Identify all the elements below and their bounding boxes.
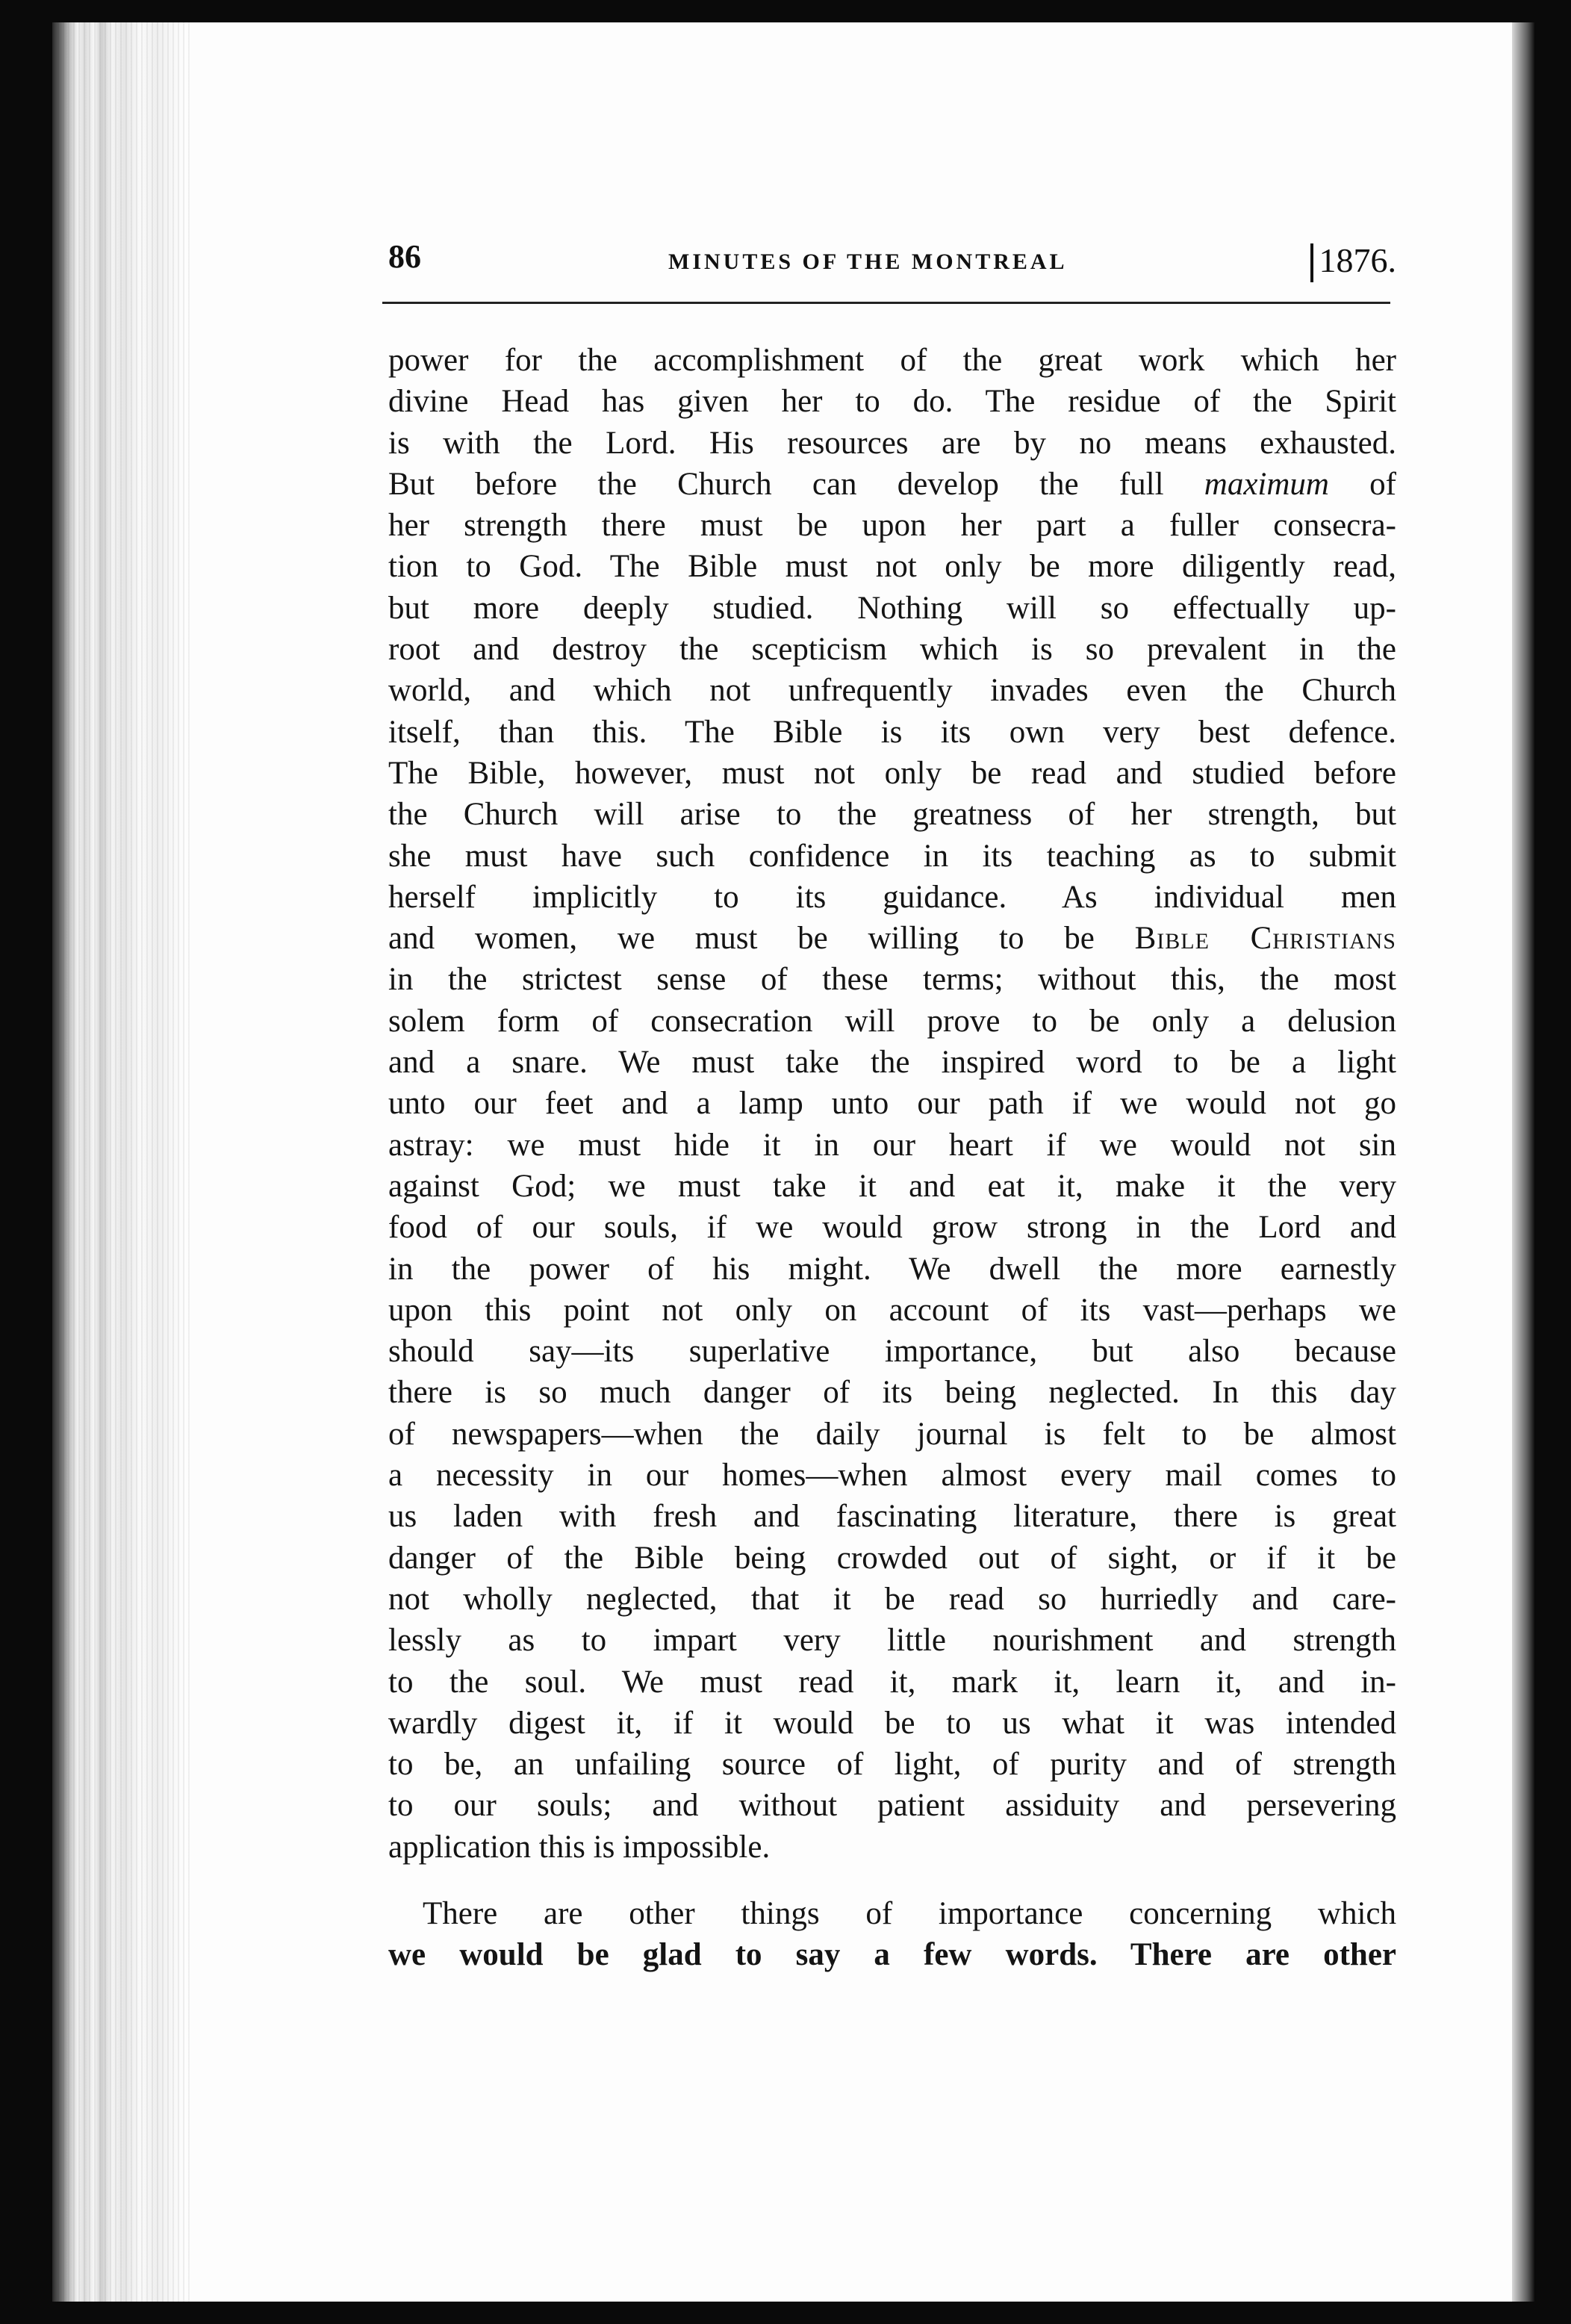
text-line: there is so much danger of its being neglected. In this day xyxy=(388,1375,1396,1411)
text-line: her strength there must be upon her part a fuller consecra- xyxy=(388,508,1396,544)
text-line: lessly as to impart very little nourishment and strength xyxy=(388,1623,1396,1659)
text-line: itself, than this. The Bible is its own very best defence. xyxy=(388,714,1396,750)
text-line xyxy=(388,918,1396,959)
text-line: the Church will arise to the greatness of her strength, but xyxy=(388,797,1396,833)
text-line: tion to God. The Bible must not only be more diligently read, xyxy=(388,549,1396,585)
paragraph-2 xyxy=(388,1893,1396,1976)
text-line: to be, an unfailing source of light, of purity and of strength xyxy=(388,1747,1396,1783)
text-line: but more deeply studied. Nothing will so effectually up- xyxy=(388,590,1396,626)
text-line: us laden with fresh and fascinating literature, there is great xyxy=(388,1499,1396,1535)
text-line: we would be glad to say a few words. There are other xyxy=(388,1937,1396,1973)
text-fragment: of xyxy=(1328,466,1396,502)
running-year: 1876. xyxy=(1319,241,1396,279)
paragraph-gap xyxy=(388,1868,1396,1893)
text-line: power for the accomplishment of the great work which her xyxy=(388,343,1396,378)
text-line xyxy=(388,464,1396,505)
text-line: should say—its superlative importance, but also because xyxy=(388,1334,1396,1370)
text-line: to the soul. We must read it, mark it, learn it, and in- xyxy=(388,1664,1396,1700)
text-line: root and destroy the scepticism which is so prevalent in the xyxy=(388,632,1396,668)
header-rule xyxy=(382,302,1390,304)
text-line: she must have such confidence in its teaching as to submit xyxy=(388,838,1396,874)
paragraph-1 xyxy=(388,340,1396,1868)
text-line: upon this point not only on account of its vast—perhaps we xyxy=(388,1292,1396,1328)
text-fragment: maximum xyxy=(1204,466,1329,502)
text-line: unto our feet and a lamp unto our path if we would not go xyxy=(388,1086,1396,1122)
text-line: in the power of his might. We dwell the more earnestly xyxy=(388,1251,1396,1287)
text-line: is with the Lord. His resources are by no means exhausted. xyxy=(388,425,1396,461)
text-fragment: Bible Christians xyxy=(1134,921,1396,957)
text-line: against God; we must take it and eat it, make it the very xyxy=(388,1168,1396,1204)
text-line: and a snare. We must take the inspired word to be a light xyxy=(388,1045,1396,1081)
text-line: food of our souls, if we would grow strong in the Lord and xyxy=(388,1210,1396,1246)
text-line: The Bible, however, must not only be read and studied before xyxy=(388,755,1396,791)
page-number: 86 xyxy=(388,238,421,275)
body-text xyxy=(388,340,1396,1976)
text-line: There are other things of importance concerning which xyxy=(423,1895,1396,1931)
text-line: divine Head has given her to do. The residue of the Spirit xyxy=(388,384,1396,420)
text-line: herself implicitly to its guidance. As individual men xyxy=(388,879,1396,915)
text-line: astray: we must hide it in our heart if we would not sin xyxy=(388,1127,1396,1163)
text-line: world, and which not unfrequently invades even the Church xyxy=(388,673,1396,709)
text-line: a necessity in our homes—when almost every mail comes to xyxy=(388,1458,1396,1494)
running-header xyxy=(388,237,1396,290)
text-fragment: But before the Church can develop the full xyxy=(388,466,1204,502)
text-line: not wholly neglected, that it be read so hurriedly and care- xyxy=(388,1581,1396,1617)
text-line: wardly digest it, if it would be to us what it was intended xyxy=(388,1705,1396,1741)
text-fragment: and women, we must be willing to be xyxy=(388,921,1135,957)
text-line: of newspapers—when the daily journal is felt to be almost xyxy=(388,1416,1396,1452)
book-page-edges xyxy=(52,22,194,2302)
text-line: in the strictest sense of these terms; without this, the most xyxy=(388,962,1396,998)
text-line: to our souls; and without patient assiduity and persevering xyxy=(388,1788,1396,1824)
text-line: danger of the Bible being crowded out of sight, or if it be xyxy=(388,1540,1396,1576)
running-title: MINUTES OF THE MONTREAL xyxy=(668,249,1068,274)
gutter-shadow xyxy=(1512,22,1534,2302)
text-line: application this is impossible. xyxy=(388,1829,771,1865)
text-line: solem form of consecration will prove to be only a delusion xyxy=(388,1003,1396,1039)
